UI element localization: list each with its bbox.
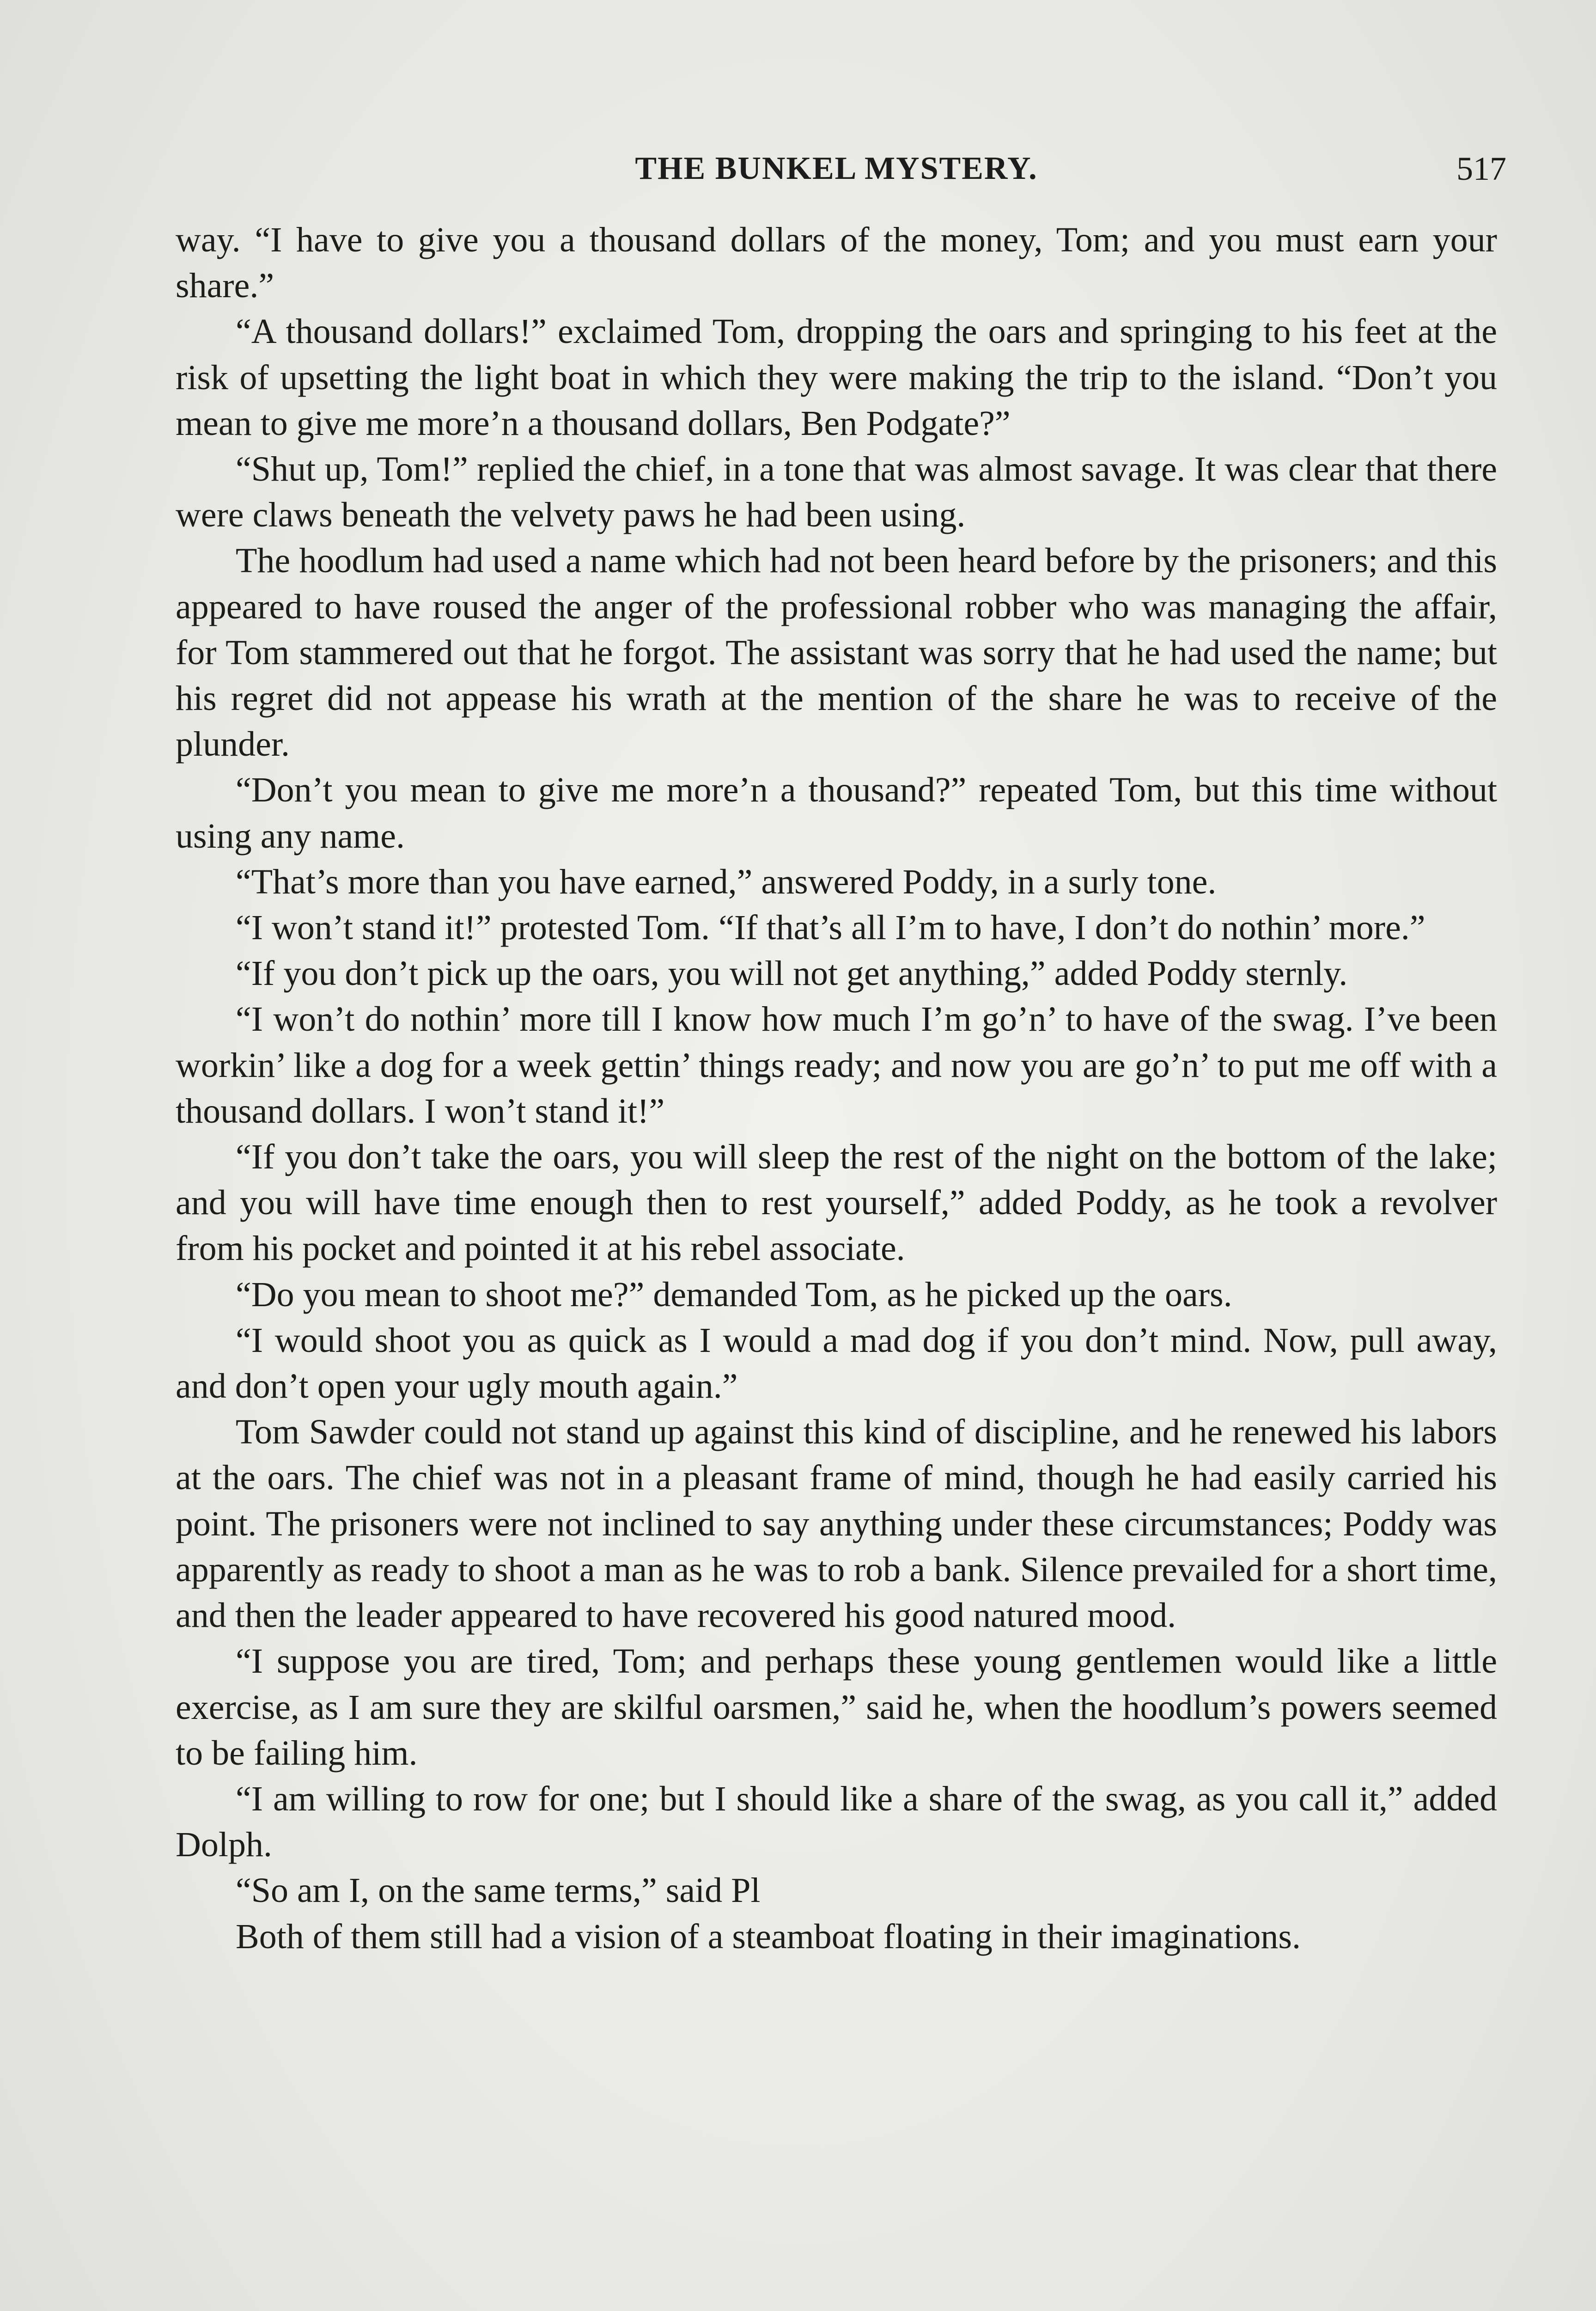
body-text xyxy=(176,217,1497,1960)
paragraph: “I won’t stand it!” protested Tom. “If that’s all I’m to have, I don’t do nothin’ more.” xyxy=(236,908,1425,948)
paragraph: “I would shoot you as quick as I would a mad dog if you don’t mind. Now, pull away, and don’t open your ugly mouth again.” xyxy=(176,1321,1497,1406)
paragraph: “I won’t do nothin’ more till I know how much I’m go’n’ to have of the swag. I’ve been workin’ like a dog for a week gettin’ things ready; and now you are go’n’ to put me off with a thousand dollars. I won’t stand it!” xyxy=(176,1000,1497,1131)
paragraph: “So am I, on the same terms,” said Pl xyxy=(236,1871,761,1910)
paragraph: “I am willing to row for one; but I should like a share of the swag, as you call it,” added Dolph. xyxy=(176,1779,1497,1865)
paragraph: “I suppose you are tired, Tom; and perhaps these young gentlemen would like a little exercise, as I am sure they are skilful oarsmen,” said he, when the hoodlum’s powers seemed to be failing him. xyxy=(176,1642,1497,1773)
page-number: 517 xyxy=(1456,150,1506,187)
paragraph: “A thousand dollars!” exclaimed Tom, dropping the oars and springing to his feet at the risk of upsetting the light boat in which they were making the trip to the island. “Don’t you mean to give me more’n a thousand dollars, Ben Podgate?” xyxy=(176,312,1497,443)
paragraph: “If you don’t pick up the oars, you will not get anything,” added Poddy sternly. xyxy=(236,954,1348,993)
paragraph: “Don’t you mean to give me more’n a thousand?” repeated Tom, but this time without using any name. xyxy=(176,770,1497,856)
paragraph: “If you don’t take the oars, you will sleep the rest of the night on the bottom of the lake; and you will have time enough then to rest yourself,” added Poddy, as he took a revolver from his pocket and pointed it at his rebel associate. xyxy=(176,1137,1497,1268)
paragraph: “That’s more than you have earned,” answered Poddy, in a surly tone. xyxy=(236,862,1217,901)
paragraph: Both of them still had a vision of a steamboat floating in their imaginations. xyxy=(236,1917,1301,1956)
page-title: THE BUNKEL MYSTERY. xyxy=(635,151,1038,186)
paragraph: The hoodlum had used a name which had not been heard before by the prisoners; and this appeared to have roused the anger of the professional robber who was managing the affair, for Tom stammered out that he forgot. The assistant was sorry that he had used the name; but his regret did not appease his wrath at the mention of the share he was to receive of the plunder. xyxy=(176,541,1497,764)
paragraph: “Shut up, Tom!” replied the chief, in a tone that was almost savage. It was clear that there were claws beneath the velvety paws he had been using. xyxy=(176,450,1497,535)
paragraph: “Do you mean to shoot me?” demanded Tom, as he picked up the oars. xyxy=(236,1275,1232,1314)
running-head xyxy=(176,143,1506,194)
paragraph: way. “I have to give you a thousand dollars of the money, Tom; and you must earn your share.” xyxy=(176,220,1497,306)
paragraph: Tom Sawder could not stand up against this kind of discipline, and he renewed his labors at the oars. The chief was not in a pleasant frame of mind, though he had easily carried his point. The prisoners were not inclined to say anything under these circumstances; Poddy was apparently as ready to shoot a man as he was to rob a bank. Silence prevailed for a short time, and then the leader appeared to have recovered his good natured mood. xyxy=(176,1412,1497,1635)
